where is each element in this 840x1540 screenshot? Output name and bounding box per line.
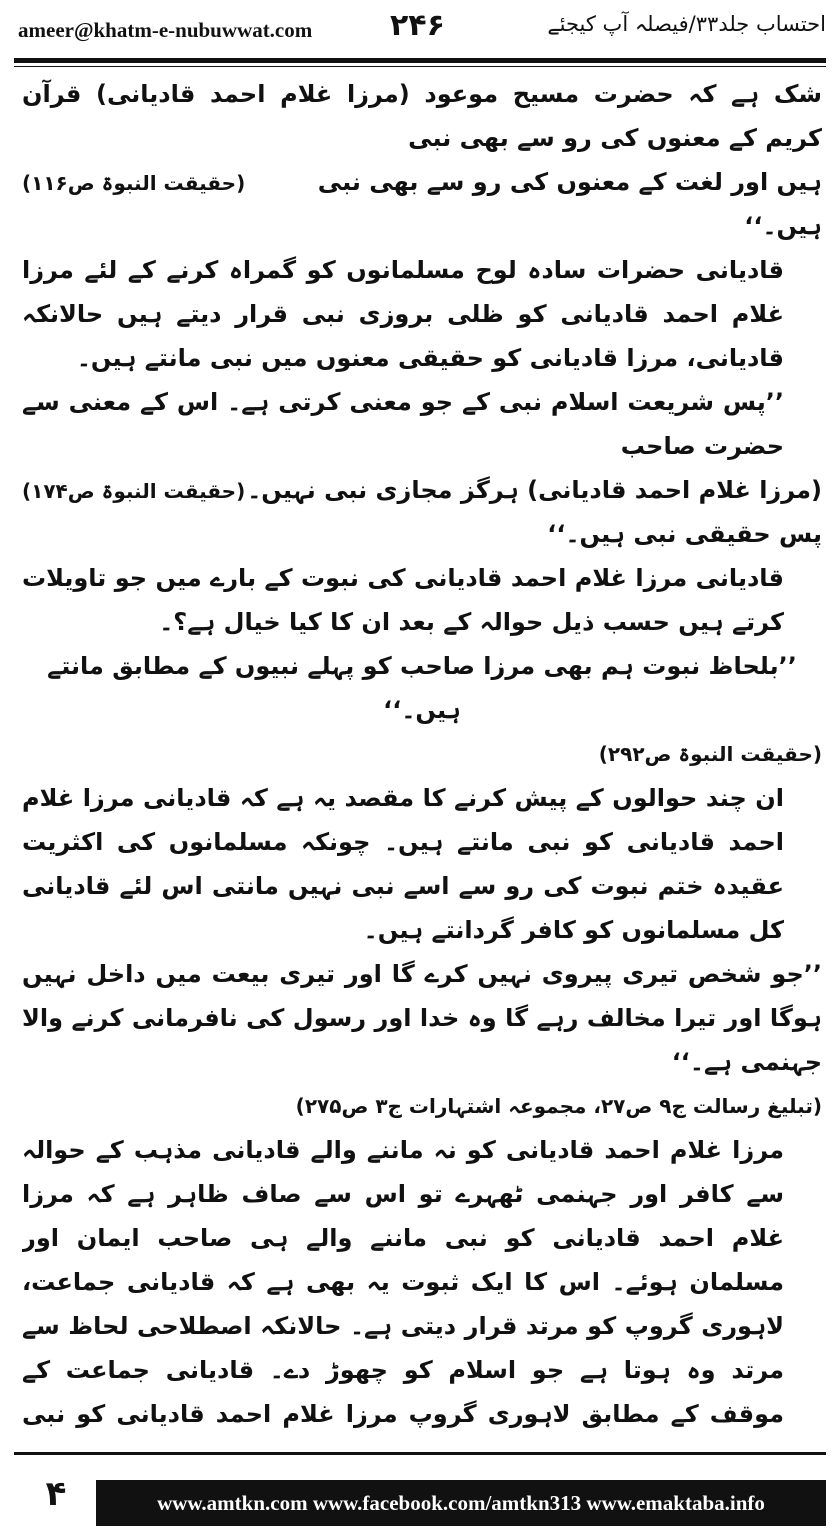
footer-url-bar: www.amtkn.com www.facebook.com/amtkn313 www.emaktaba.info — [96, 1480, 826, 1526]
paragraph-1-tail: ہیں اور لغت کے معنوں کی رو سے بھی نبی ہیں۔‘‘ — [317, 168, 822, 240]
paragraph-4: ان چند حوالوں کے پیش کرنے کا مقصد یہ ہے کہ قادیانی مرزا غلام احمد قادیانی کو نبی مانتے ہیں۔ چونکہ مسلمانوں کی اکثریت عقیدہ ختم نبوت کی رو سے اسے نبی نہیں مانتی اس لئے قادیانی کل مسلمانوں کو کافر گردانتے ہیں۔ — [22, 784, 784, 944]
reference-3: (حقیقت النبوۃ ص۲۹۲) — [598, 742, 822, 766]
page-body — [22, 72, 822, 1434]
page-header — [18, 6, 826, 54]
paragraph-2: قادیانی حضرات سادہ لوح مسلمانوں کو گمراہ کرنے کے لئے مرزا غلام احمد قادیانی کو ظلی بروزی نبی قرار دیتے ہیں حالانکہ قادیانی، مرزا قادیانی کو حقیقی معنوں میں نبی مانتے ہیں۔ — [22, 256, 784, 372]
quote-3: ’’بلحاظ نبوت ہم بھی مرزا صاحب کو پہلے نبیوں کے مطابق مانتے ہیں۔‘‘ — [47, 652, 797, 724]
paragraph-1-end — [22, 160, 822, 248]
paragraph-5: مرزا غلام احمد قادیانی کو نہ ماننے والے قادیانی مذہب کے حوالہ سے کافر اور جہنمی ٹھہرے تو اس سے صاف ظاہر ہے کہ مرزا غلام احمد قادیانی کو نبی ماننے والے ہی صاحب ایمان اور مسلمان ہوئے۔ اس کا ایک ثبوت یہ بھی ہے کہ قادیانی جماعت، لاہوری گروپ کو مرتد قرار دیتی ہے۔ حالانکہ اصطلاحی لحاظ سے مرتد وہ ہوتا ہے جو اسلام کو چھوڑ دے۔ قادیانی جماعت کے موقف کے مطابق لاہوری گروپ مرزا غلام احمد قادیانی کو نبی — [22, 1136, 784, 1428]
quote-2: ’’پس شریعت اسلام نبی کے جو معنی کرتی ہے۔ اس کے معنی سے حضرت صاحب — [22, 388, 784, 460]
header-rule-thin — [14, 66, 826, 67]
header-rule-thick — [14, 58, 826, 63]
header-page-number: ۲۴۶ — [390, 8, 445, 43]
quote-2-tail: (مرزا غلام احمد قادیانی) ہرگز مجازی نبی نہیں۔ پس حقیقی نبی ہیں۔‘‘ — [247, 476, 822, 548]
header-email: ameer@khatm-e-nubuwwat.com — [18, 18, 313, 42]
footer-rule — [14, 1452, 826, 1455]
quote-2-end — [22, 468, 822, 556]
quote-4: ’’جو شخص تیری پیروی نہیں کرے گا اور تیری بیعت میں داخل نہیں ہوگا اور تیرا مخالف رہے گا وہ خدا اور رسول کی نافرمانی کرنے والا جہنمی ہے۔‘‘ — [22, 960, 822, 1076]
reference-4: (تبلیغ رسالت ج۹ ص۲۷، مجموعہ اشتہارات ج۳ ص۲۷۵) — [295, 1094, 822, 1118]
paragraph-3: قادیانی مرزا غلام احمد قادیانی کی نبوت کے بارے میں جو تاویلات کرتے ہیں حسب ذیل حوالہ کے بعد ان کا کیا خیال ہے؟۔ — [22, 564, 784, 636]
paragraph-1: شک ہے کہ حضرت مسیح موعود (مرزا غلام احمد قادیانی) قرآن کریم کے معنوں کی رو سے بھی نبی — [22, 80, 822, 152]
footer-number: ۴ — [45, 1474, 67, 1514]
reference-1: (حقیقت النبوۃ ص۱۱۶) — [22, 171, 246, 195]
reference-2: (حقیقت النبوۃ ص۱۷۴) — [22, 479, 246, 503]
header-title: احتساب جلد۳۳/فیصلہ آپ کیجئے — [547, 12, 826, 36]
